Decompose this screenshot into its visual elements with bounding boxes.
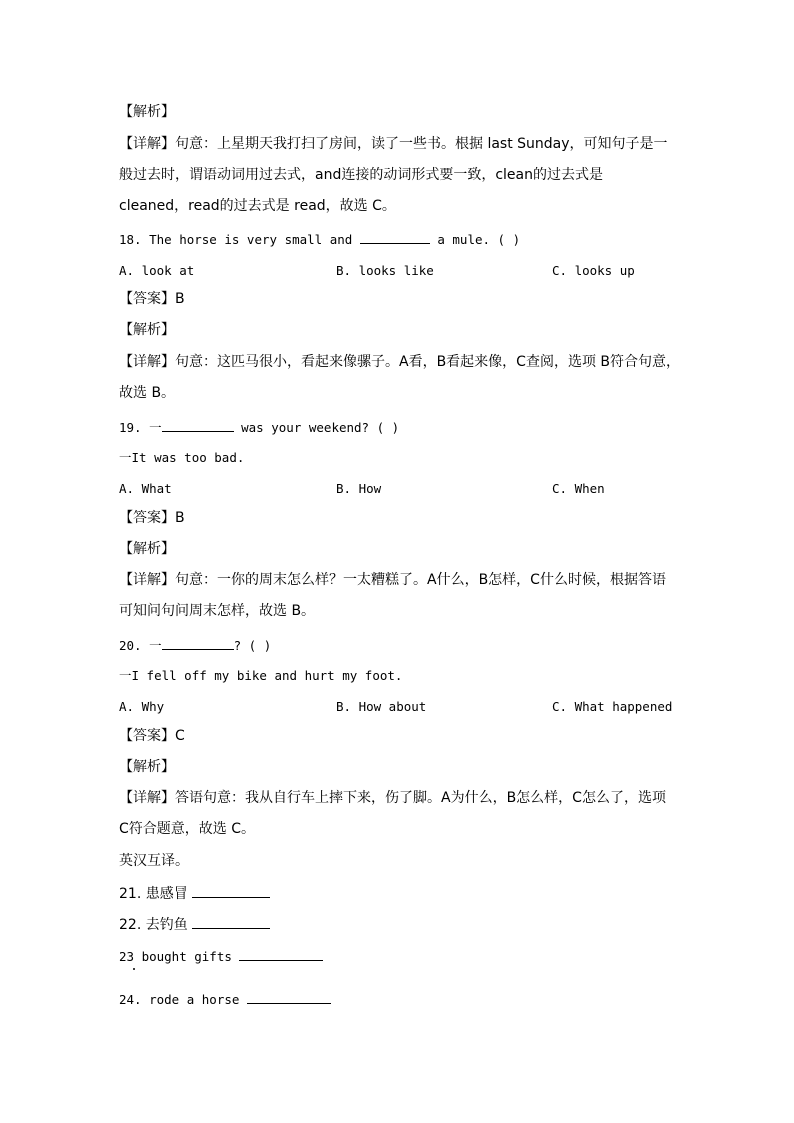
answer-blank[interactable] bbox=[162, 636, 234, 650]
question-text: ? ( ) bbox=[233, 638, 272, 653]
explanation-line: C符合题意，故选 C。 bbox=[119, 821, 256, 837]
answer-label: 【答案】B bbox=[119, 291, 185, 307]
question-text: 18. The horse is very small and bbox=[119, 232, 360, 247]
explanation-line: 可知问句问周末怎样，故选 B。 bbox=[119, 603, 316, 619]
answer-blank[interactable] bbox=[192, 884, 270, 898]
option-a: A. What bbox=[119, 481, 172, 496]
question-text: 23 bought gifts bbox=[119, 949, 240, 964]
answer-blank[interactable] bbox=[360, 230, 430, 244]
analysis-heading: 【解析】 bbox=[119, 541, 175, 557]
explanation-line: cleaned，read的过去式是 read，故选 C。 bbox=[119, 198, 396, 214]
analysis-heading: 【解析】 bbox=[119, 322, 175, 338]
explanation-line: 【详解】句意：一你的周末怎么样？一太糟糕了。A什么，B怎样，C什么时候，根据答语 bbox=[119, 572, 666, 588]
answer-blank[interactable] bbox=[239, 947, 323, 961]
explanation-line: 【详解】答语句意：我从自行车上摔下来，伤了脚。A为什么，B怎么样，C怎么了，选项 bbox=[119, 790, 666, 806]
option-c: C. What happened bbox=[552, 699, 673, 714]
question-18 bbox=[119, 230, 520, 249]
stray-dot bbox=[133, 968, 135, 970]
question-text: was your weekend? ( ) bbox=[233, 420, 400, 435]
section-heading: 英汉互译。 bbox=[119, 853, 189, 869]
question-text: 19. 一 bbox=[119, 420, 162, 435]
question-text: 22. 去钓鱼 bbox=[119, 917, 193, 933]
question-text: 20. 一 bbox=[119, 638, 162, 653]
response-line: 一It was too bad. bbox=[119, 450, 245, 465]
option-b: B. How bbox=[336, 481, 382, 496]
answer-label: 【答案】C bbox=[119, 728, 185, 744]
analysis-heading: 【解析】 bbox=[119, 759, 175, 775]
option-a: A. look at bbox=[119, 263, 195, 278]
explanation-line: 故选 B。 bbox=[119, 385, 176, 401]
question-22 bbox=[119, 915, 270, 934]
explanation-line: 【详解】句意：上星期天我打扫了房间，读了一些书。根据 last Sunday，可知句子是一 bbox=[119, 136, 668, 152]
option-c: C. looks up bbox=[552, 263, 635, 278]
question-19 bbox=[119, 418, 399, 437]
question-text: a mule. ( ) bbox=[429, 232, 521, 247]
question-text: 24. rode a horse bbox=[119, 992, 247, 1007]
answer-blank[interactable] bbox=[192, 915, 270, 929]
option-b: B. looks like bbox=[336, 263, 434, 278]
answer-label: 【答案】B bbox=[119, 510, 185, 526]
analysis-heading: 【解析】 bbox=[119, 104, 175, 120]
question-20 bbox=[119, 636, 271, 655]
question-24 bbox=[119, 990, 331, 1009]
answer-blank[interactable] bbox=[247, 990, 331, 1004]
option-c: C. When bbox=[552, 481, 605, 496]
response-line: 一I fell off my bike and hurt my foot. bbox=[119, 668, 403, 683]
option-a: A. Why bbox=[119, 699, 165, 714]
answer-blank[interactable] bbox=[162, 418, 234, 432]
question-21 bbox=[119, 884, 270, 903]
explanation-line: 般过去时，谓语动词用过去式，and连接的动词形式要一致，clean的过去式是 bbox=[119, 167, 603, 183]
question-text: 21. 患感冒 bbox=[119, 886, 193, 902]
option-b: B. How about bbox=[336, 699, 427, 714]
question-23 bbox=[119, 947, 323, 966]
explanation-line: 【详解】句意：这匹马很小，看起来像骡子。A看，B看起来像，C查阅，选项 B符合句意， bbox=[119, 354, 681, 370]
